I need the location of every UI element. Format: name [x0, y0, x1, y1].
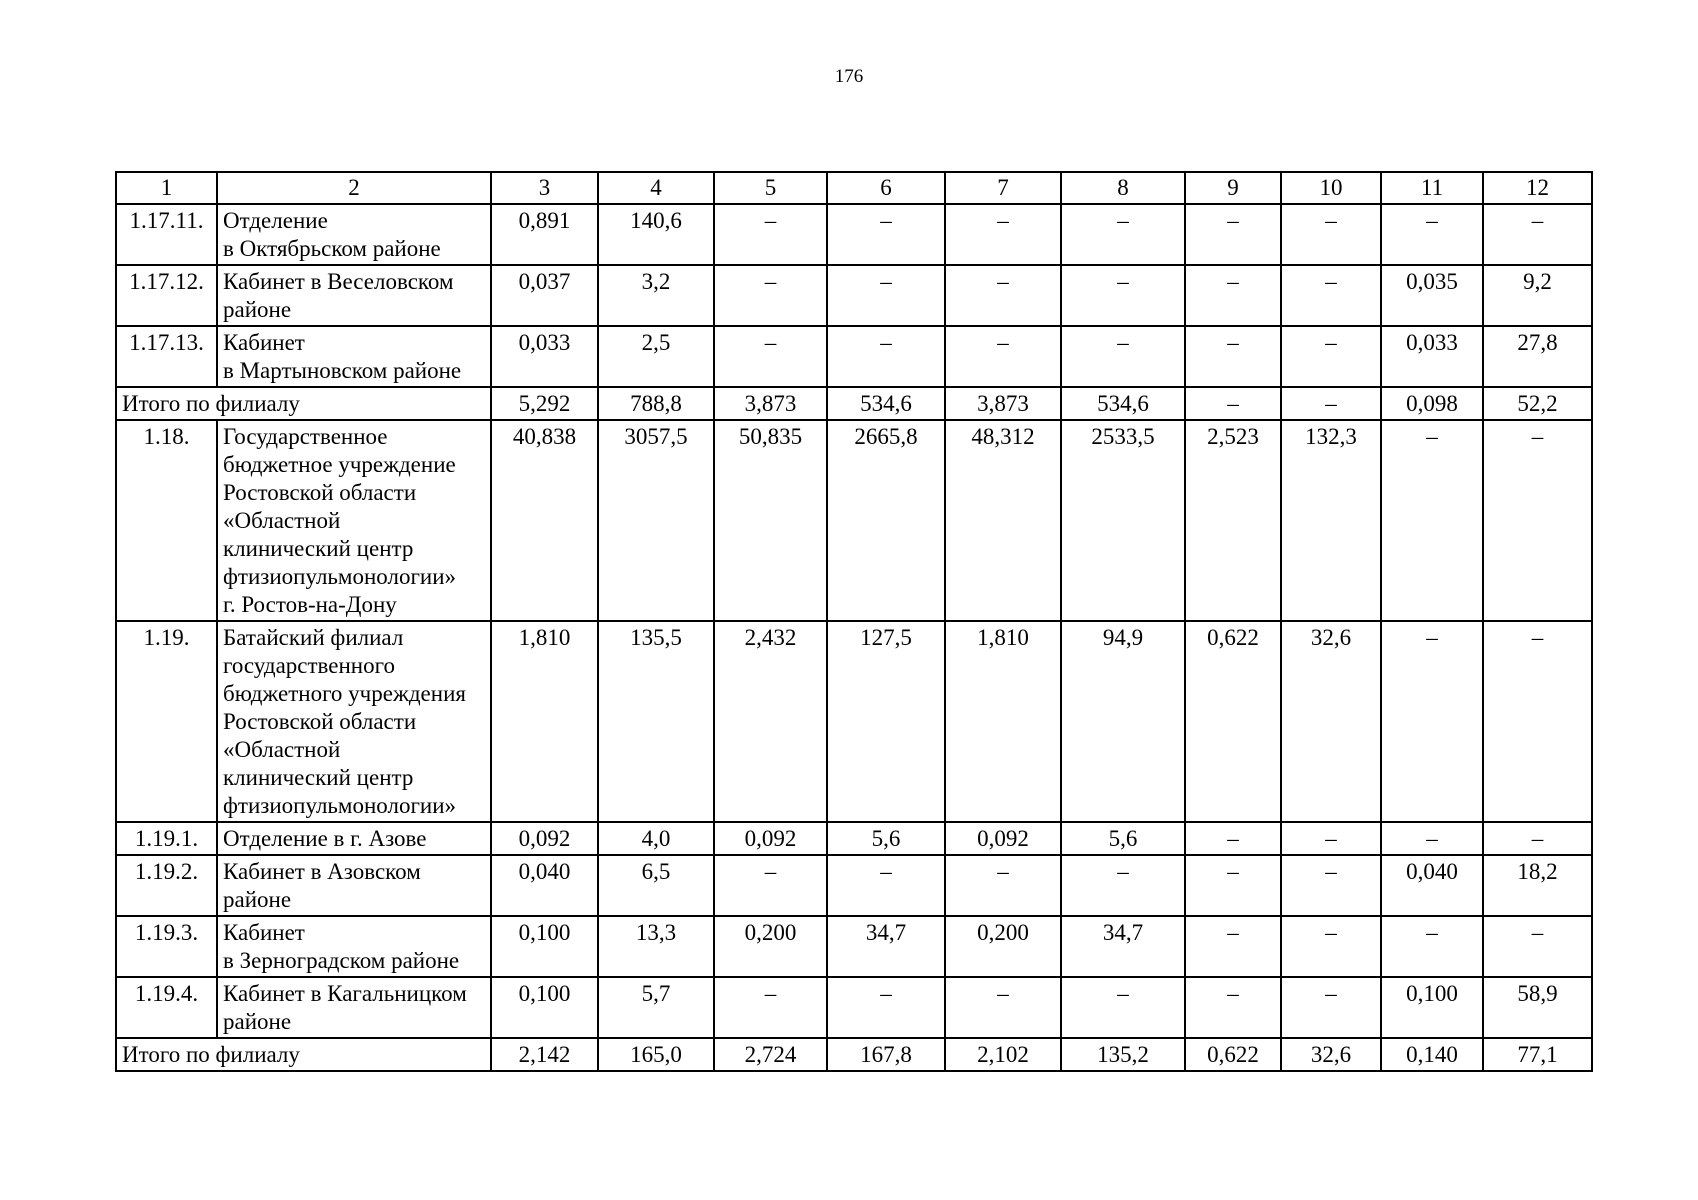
value-cell-col-7: –: [945, 204, 1061, 265]
value-cell-col-9: –: [1185, 916, 1281, 977]
value-cell-col-12: 58,9: [1483, 977, 1592, 1038]
name-line: Кабинет в Веселовском: [223, 269, 454, 294]
value-cell-col-4: 165,0: [598, 1038, 714, 1071]
value-cell-col-5: –: [714, 265, 827, 326]
name-line: в Октябрьском районе: [223, 236, 441, 261]
value-cell-col-10: –: [1281, 265, 1381, 326]
value-cell-col-3: 1,810: [491, 621, 598, 822]
value-cell-col-7: 48,312: [945, 420, 1061, 621]
name-line: районе: [223, 297, 292, 322]
name-line: районе: [223, 887, 292, 912]
table-header-row: [116, 172, 1592, 204]
table-row: [116, 204, 1592, 265]
value-cell-col-7: –: [945, 977, 1061, 1038]
table-row: [116, 621, 1592, 822]
value-cell-col-5: 3,873: [714, 387, 827, 420]
value-cell-col-5: –: [714, 977, 827, 1038]
value-cell-col-7: –: [945, 326, 1061, 387]
table-row: [116, 265, 1592, 326]
value-cell-col-3: 0,040: [491, 855, 598, 916]
value-cell-col-9: 0,622: [1185, 1038, 1281, 1071]
institution-name: [217, 326, 491, 387]
name-line: клинический центр: [223, 536, 414, 561]
value-cell-col-8: 34,7: [1061, 916, 1185, 977]
value-cell-col-8: 5,6: [1061, 822, 1185, 855]
value-cell-col-7: 2,102: [945, 1038, 1061, 1071]
value-cell-col-7: –: [945, 265, 1061, 326]
value-cell-col-12: 27,8: [1483, 326, 1592, 387]
value-cell-col-6: –: [827, 855, 945, 916]
value-cell-col-6: 5,6: [827, 822, 945, 855]
value-cell-col-10: –: [1281, 822, 1381, 855]
value-cell-col-11: –: [1381, 204, 1483, 265]
value-cell-col-4: 788,8: [598, 387, 714, 420]
value-cell-col-10: 132,3: [1281, 420, 1381, 621]
value-cell-col-8: 135,2: [1061, 1038, 1185, 1071]
value-cell-col-9: 0,622: [1185, 621, 1281, 822]
column-number-header: 6: [827, 172, 945, 204]
value-cell-col-10: –: [1281, 977, 1381, 1038]
value-cell-col-5: 0,092: [714, 822, 827, 855]
value-cell-col-3: 0,100: [491, 977, 598, 1038]
value-cell-col-12: –: [1483, 204, 1592, 265]
value-cell-col-11: 0,035: [1381, 265, 1483, 326]
row-number: 1.19.4.: [116, 977, 217, 1038]
name-line: клинический центр: [223, 765, 414, 790]
name-line: бюджетного учреждения: [223, 681, 466, 706]
name-line: Отделение: [223, 208, 328, 233]
value-cell-col-4: 6,5: [598, 855, 714, 916]
value-cell-col-3: 5,292: [491, 387, 598, 420]
institution-name: [217, 977, 491, 1038]
value-cell-col-11: –: [1381, 822, 1483, 855]
value-cell-col-9: –: [1185, 265, 1281, 326]
institution-name: [217, 265, 491, 326]
value-cell-col-6: 34,7: [827, 916, 945, 977]
table-row: [116, 822, 1592, 855]
table-row: [116, 977, 1592, 1038]
value-cell-col-3: 40,838: [491, 420, 598, 621]
value-cell-col-10: –: [1281, 326, 1381, 387]
column-number-header: 5: [714, 172, 827, 204]
value-cell-col-10: 32,6: [1281, 1038, 1381, 1071]
value-cell-col-8: 94,9: [1061, 621, 1185, 822]
value-cell-col-7: 0,200: [945, 916, 1061, 977]
value-cell-col-5: –: [714, 326, 827, 387]
value-cell-col-8: –: [1061, 855, 1185, 916]
column-number-header: 1: [116, 172, 217, 204]
value-cell-col-3: 0,033: [491, 326, 598, 387]
value-cell-col-3: 2,142: [491, 1038, 598, 1071]
value-cell-col-9: 2,523: [1185, 420, 1281, 621]
value-cell-col-10: –: [1281, 916, 1381, 977]
name-line: Отделение в г. Азове: [223, 826, 427, 851]
column-number-header: 11: [1381, 172, 1483, 204]
value-cell-col-9: –: [1185, 326, 1281, 387]
value-cell-col-7: 3,873: [945, 387, 1061, 420]
value-cell-col-8: –: [1061, 326, 1185, 387]
value-cell-col-12: 9,2: [1483, 265, 1592, 326]
name-line: Ростовской области: [223, 480, 417, 505]
institution-name: [217, 621, 491, 822]
value-cell-col-12: 18,2: [1483, 855, 1592, 916]
name-line: Кабинет: [223, 920, 305, 945]
name-line: Ростовской области: [223, 709, 417, 734]
column-number-header: 10: [1281, 172, 1381, 204]
total-label: Итого по филиалу: [116, 1038, 491, 1071]
value-cell-col-12: –: [1483, 621, 1592, 822]
value-cell-col-9: –: [1185, 204, 1281, 265]
column-number-header: 7: [945, 172, 1061, 204]
value-cell-col-3: 0,092: [491, 822, 598, 855]
page-number: 176: [834, 66, 864, 87]
value-cell-col-12: –: [1483, 822, 1592, 855]
value-cell-col-7: 1,810: [945, 621, 1061, 822]
value-cell-col-3: 0,100: [491, 916, 598, 977]
value-cell-col-6: –: [827, 326, 945, 387]
column-number-header: 2: [217, 172, 491, 204]
column-number-header: 9: [1185, 172, 1281, 204]
name-line: «Областной: [223, 737, 341, 762]
total-label: Итого по филиалу: [116, 387, 491, 420]
value-cell-col-11: –: [1381, 621, 1483, 822]
value-cell-col-5: –: [714, 855, 827, 916]
name-line: районе: [223, 1009, 292, 1034]
value-cell-col-10: –: [1281, 204, 1381, 265]
value-cell-col-11: 0,098: [1381, 387, 1483, 420]
name-line: Батайский филиал: [223, 625, 404, 650]
value-cell-col-3: 0,891: [491, 204, 598, 265]
value-cell-col-6: –: [827, 977, 945, 1038]
value-cell-col-8: 534,6: [1061, 387, 1185, 420]
total-row: [116, 1038, 1592, 1071]
name-line: Кабинет в Азовском: [223, 859, 421, 884]
value-cell-col-4: 5,7: [598, 977, 714, 1038]
value-cell-col-4: 135,5: [598, 621, 714, 822]
row-number: 1.19.3.: [116, 916, 217, 977]
value-cell-col-9: –: [1185, 387, 1281, 420]
value-cell-col-4: 3,2: [598, 265, 714, 326]
name-line: бюджетное учреждение: [223, 452, 456, 477]
value-cell-col-6: –: [827, 265, 945, 326]
institution-name: [217, 822, 491, 855]
institution-name: [217, 420, 491, 621]
name-line: Кабинет в Кагальницком: [223, 981, 467, 1006]
row-number: 1.18.: [116, 420, 217, 621]
name-line: Государственное: [223, 424, 388, 449]
value-cell-col-10: 32,6: [1281, 621, 1381, 822]
name-line: в Мартыновском районе: [223, 358, 462, 383]
value-cell-col-6: 127,5: [827, 621, 945, 822]
value-cell-col-8: 2533,5: [1061, 420, 1185, 621]
row-number: 1.17.12.: [116, 265, 217, 326]
name-line: государственного: [223, 653, 395, 678]
value-cell-col-4: 140,6: [598, 204, 714, 265]
name-line: в Зерноградском районе: [223, 948, 460, 973]
value-cell-col-8: –: [1061, 265, 1185, 326]
name-line: фтизиопульмонологии»: [223, 793, 457, 818]
value-cell-col-5: 0,200: [714, 916, 827, 977]
value-cell-col-8: –: [1061, 204, 1185, 265]
institution-name: [217, 916, 491, 977]
row-number: 1.19.2.: [116, 855, 217, 916]
value-cell-col-11: 0,033: [1381, 326, 1483, 387]
value-cell-col-11: 0,100: [1381, 977, 1483, 1038]
value-cell-col-7: 0,092: [945, 822, 1061, 855]
value-cell-col-12: –: [1483, 420, 1592, 621]
value-cell-col-7: –: [945, 855, 1061, 916]
table-row: [116, 916, 1592, 977]
name-line: фтизиопульмонологии»: [223, 564, 457, 589]
value-cell-col-4: 4,0: [598, 822, 714, 855]
value-cell-col-12: 52,2: [1483, 387, 1592, 420]
row-number: 1.17.11.: [116, 204, 217, 265]
table-row: [116, 420, 1592, 621]
value-cell-col-8: –: [1061, 977, 1185, 1038]
value-cell-col-6: 534,6: [827, 387, 945, 420]
name-line: Кабинет: [223, 330, 305, 355]
row-number: 1.19.1.: [116, 822, 217, 855]
value-cell-col-5: –: [714, 204, 827, 265]
value-cell-col-9: –: [1185, 855, 1281, 916]
value-cell-col-4: 3057,5: [598, 420, 714, 621]
value-cell-col-12: –: [1483, 916, 1592, 977]
data-table: [115, 171, 1593, 1072]
column-number-header: 12: [1483, 172, 1592, 204]
value-cell-col-9: –: [1185, 822, 1281, 855]
value-cell-col-10: –: [1281, 855, 1381, 916]
value-cell-col-12: 77,1: [1483, 1038, 1592, 1071]
value-cell-col-11: –: [1381, 420, 1483, 621]
column-number-header: 3: [491, 172, 598, 204]
row-number: 1.17.13.: [116, 326, 217, 387]
value-cell-col-6: 2665,8: [827, 420, 945, 621]
value-cell-col-5: 2,724: [714, 1038, 827, 1071]
value-cell-col-5: 2,432: [714, 621, 827, 822]
name-line: г. Ростов-на-Дону: [223, 592, 397, 617]
value-cell-col-11: 0,040: [1381, 855, 1483, 916]
value-cell-col-10: –: [1281, 387, 1381, 420]
value-cell-col-4: 2,5: [598, 326, 714, 387]
name-line: «Областной: [223, 508, 341, 533]
value-cell-col-4: 13,3: [598, 916, 714, 977]
row-number: 1.19.: [116, 621, 217, 822]
table-row: [116, 326, 1592, 387]
total-row: [116, 387, 1592, 420]
column-number-header: 4: [598, 172, 714, 204]
institution-name: [217, 204, 491, 265]
value-cell-col-3: 0,037: [491, 265, 598, 326]
value-cell-col-11: –: [1381, 916, 1483, 977]
column-number-header: 8: [1061, 172, 1185, 204]
value-cell-col-6: –: [827, 204, 945, 265]
institution-name: [217, 855, 491, 916]
value-cell-col-9: –: [1185, 977, 1281, 1038]
table-row: [116, 855, 1592, 916]
value-cell-col-6: 167,8: [827, 1038, 945, 1071]
value-cell-col-5: 50,835: [714, 420, 827, 621]
value-cell-col-11: 0,140: [1381, 1038, 1483, 1071]
